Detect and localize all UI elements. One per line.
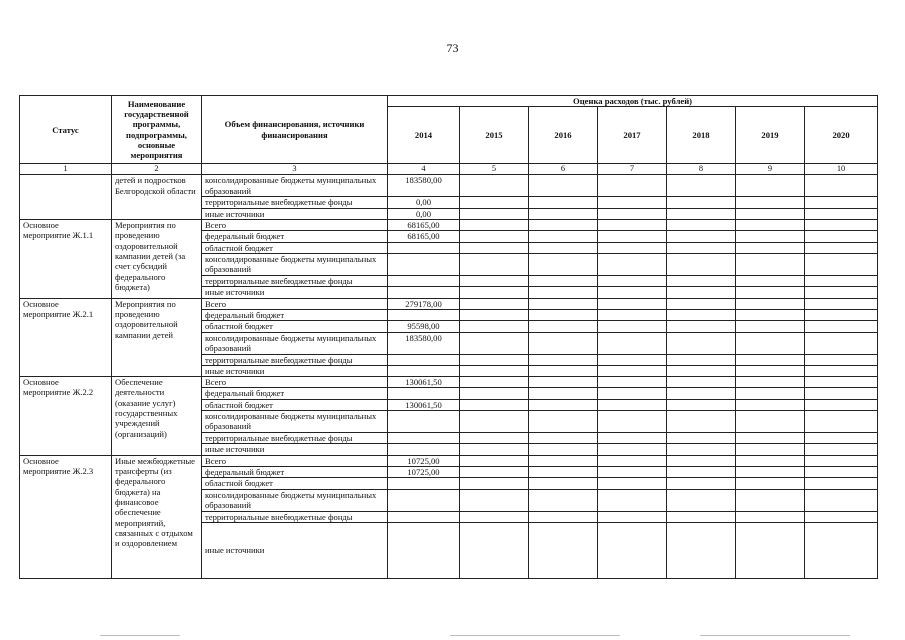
funding-source-cell: территориальные внебюджетные фонды <box>202 433 388 444</box>
funding-source-cell: территориальные внебюджетные фонды <box>202 354 388 365</box>
funding-source-cell: территориальные внебюджетные фонды <box>202 197 388 208</box>
funding-source-cell: иные источники <box>202 365 388 376</box>
funding-source-cell: консолидированные бюджеты муниципальных образований <box>202 175 388 197</box>
amount-empty-cell <box>736 275 805 286</box>
amount-empty-cell <box>598 242 667 253</box>
amount-empty-cell <box>598 332 667 354</box>
program-name-cell: Мероприятия по проведению оздоровительной кампании детей <box>112 298 202 377</box>
amount-empty-cell <box>667 455 736 466</box>
amount-2014-cell <box>388 411 460 433</box>
amount-empty-cell <box>529 231 598 242</box>
budget-table <box>19 95 878 579</box>
status-cell <box>20 175 112 220</box>
amount-empty-cell <box>667 253 736 275</box>
header-year: 2015 <box>460 107 529 164</box>
amount-2014-cell: 68165,00 <box>388 220 460 231</box>
funding-source-cell: иные источники <box>202 208 388 219</box>
amount-2014-cell <box>388 275 460 286</box>
amount-2014-cell: 68165,00 <box>388 231 460 242</box>
amount-2014-cell <box>388 242 460 253</box>
amount-empty-cell <box>805 411 878 433</box>
amount-2014-cell <box>388 309 460 320</box>
amount-empty-cell <box>805 522 878 578</box>
header-estimate: Оценка расходов (тыс. рублей) <box>388 96 878 107</box>
amount-empty-cell <box>460 411 529 433</box>
table-row <box>20 220 878 231</box>
amount-empty-cell <box>805 444 878 455</box>
funding-source-cell: федеральный бюджет <box>202 467 388 478</box>
amount-2014-cell <box>388 354 460 365</box>
amount-2014-cell: 279178,00 <box>388 298 460 309</box>
amount-empty-cell <box>805 511 878 522</box>
amount-empty-cell <box>529 220 598 231</box>
status-cell: Основное мероприятие Ж.2.2 <box>20 377 112 456</box>
amount-empty-cell <box>736 175 805 197</box>
amount-empty-cell <box>460 388 529 399</box>
column-number: 1 <box>20 164 112 175</box>
amount-empty-cell <box>805 489 878 511</box>
amount-empty-cell <box>736 365 805 376</box>
status-cell: Основное мероприятие Ж.2.3 <box>20 455 112 578</box>
amount-empty-cell <box>736 377 805 388</box>
header-year: 2020 <box>805 107 878 164</box>
amount-empty-cell <box>460 478 529 489</box>
status-cell: Основное мероприятие Ж.2.1 <box>20 298 112 377</box>
amount-empty-cell <box>460 354 529 365</box>
table-row <box>20 455 878 466</box>
column-number: 5 <box>460 164 529 175</box>
amount-empty-cell <box>460 467 529 478</box>
amount-empty-cell <box>736 231 805 242</box>
funding-source-cell: консолидированные бюджеты муниципальных образований <box>202 411 388 433</box>
amount-empty-cell <box>460 197 529 208</box>
amount-empty-cell <box>598 455 667 466</box>
amount-empty-cell <box>460 175 529 197</box>
amount-empty-cell <box>529 467 598 478</box>
amount-empty-cell <box>529 287 598 298</box>
amount-empty-cell <box>805 309 878 320</box>
amount-empty-cell <box>736 455 805 466</box>
amount-empty-cell <box>667 511 736 522</box>
amount-empty-cell <box>529 197 598 208</box>
scan-artifact <box>700 635 850 636</box>
amount-empty-cell <box>667 197 736 208</box>
amount-empty-cell <box>598 309 667 320</box>
amount-empty-cell <box>736 522 805 578</box>
amount-empty-cell <box>805 354 878 365</box>
amount-empty-cell <box>460 321 529 332</box>
header-year: 2018 <box>667 107 736 164</box>
amount-empty-cell <box>736 467 805 478</box>
amount-2014-cell: 0,00 <box>388 208 460 219</box>
amount-empty-cell <box>667 489 736 511</box>
amount-empty-cell <box>529 433 598 444</box>
amount-empty-cell <box>598 208 667 219</box>
amount-empty-cell <box>667 208 736 219</box>
header-year: 2019 <box>736 107 805 164</box>
table-row <box>20 298 878 309</box>
amount-empty-cell <box>460 287 529 298</box>
amount-empty-cell <box>529 388 598 399</box>
funding-source-cell: федеральный бюджет <box>202 388 388 399</box>
amount-empty-cell <box>529 208 598 219</box>
amount-empty-cell <box>667 388 736 399</box>
amount-empty-cell <box>667 365 736 376</box>
column-number: 10 <box>805 164 878 175</box>
funding-source-cell: областной бюджет <box>202 399 388 410</box>
amount-empty-cell <box>667 522 736 578</box>
amount-empty-cell <box>736 220 805 231</box>
program-name-cell: Обеспечение деятельности (оказание услуг) государственных учреждений (организаций) <box>112 377 202 456</box>
amount-empty-cell <box>805 175 878 197</box>
amount-empty-cell <box>460 275 529 286</box>
amount-empty-cell <box>805 231 878 242</box>
amount-empty-cell <box>667 175 736 197</box>
amount-empty-cell <box>598 253 667 275</box>
amount-empty-cell <box>805 455 878 466</box>
amount-2014-cell <box>388 253 460 275</box>
amount-empty-cell <box>805 197 878 208</box>
amount-2014-cell <box>388 489 460 511</box>
header-year: 2016 <box>529 107 598 164</box>
funding-source-cell: Всего <box>202 298 388 309</box>
amount-empty-cell <box>529 253 598 275</box>
amount-empty-cell <box>667 287 736 298</box>
table-row <box>20 175 878 197</box>
amount-empty-cell <box>736 242 805 253</box>
amount-empty-cell <box>598 197 667 208</box>
column-number: 9 <box>736 164 805 175</box>
header-year: 2014 <box>388 107 460 164</box>
amount-empty-cell <box>667 354 736 365</box>
amount-empty-cell <box>460 377 529 388</box>
amount-empty-cell <box>460 253 529 275</box>
amount-empty-cell <box>598 220 667 231</box>
amount-empty-cell <box>598 399 667 410</box>
amount-empty-cell <box>529 242 598 253</box>
funding-source-cell: иные источники <box>202 444 388 455</box>
amount-empty-cell <box>736 388 805 399</box>
amount-empty-cell <box>460 208 529 219</box>
amount-empty-cell <box>529 399 598 410</box>
amount-empty-cell <box>805 467 878 478</box>
amount-2014-cell: 0,00 <box>388 197 460 208</box>
amount-empty-cell <box>460 433 529 444</box>
amount-empty-cell <box>529 489 598 511</box>
amount-empty-cell <box>529 455 598 466</box>
amount-empty-cell <box>460 455 529 466</box>
funding-source-cell: консолидированные бюджеты муниципальных образований <box>202 253 388 275</box>
amount-empty-cell <box>667 309 736 320</box>
amount-empty-cell <box>529 298 598 309</box>
amount-empty-cell <box>460 522 529 578</box>
program-name-cell: Иные межбюджетные трансферты (из федерального бюджета) на финансовое обеспечение мероприятий, связанных с отдыхом и оздоровлением <box>112 455 202 578</box>
amount-empty-cell <box>460 444 529 455</box>
amount-empty-cell <box>529 478 598 489</box>
funding-source-cell: федеральный бюджет <box>202 309 388 320</box>
amount-empty-cell <box>460 511 529 522</box>
table-row <box>20 377 878 388</box>
amount-empty-cell <box>805 242 878 253</box>
amount-2014-cell <box>388 388 460 399</box>
amount-2014-cell: 130061,50 <box>388 399 460 410</box>
scan-artifact <box>100 635 180 636</box>
funding-source-cell: Всего <box>202 455 388 466</box>
amount-empty-cell <box>598 489 667 511</box>
amount-2014-cell: 130061,50 <box>388 377 460 388</box>
amount-empty-cell <box>460 231 529 242</box>
amount-empty-cell <box>667 321 736 332</box>
column-number: 7 <box>598 164 667 175</box>
amount-empty-cell <box>736 444 805 455</box>
budget-body <box>20 175 878 579</box>
amount-2014-cell: 95598,00 <box>388 321 460 332</box>
funding-source-cell: областной бюджет <box>202 242 388 253</box>
funding-source-cell: областной бюджет <box>202 321 388 332</box>
amount-empty-cell <box>529 522 598 578</box>
column-number: 6 <box>529 164 598 175</box>
amount-empty-cell <box>667 399 736 410</box>
header-status: Статус <box>20 96 112 164</box>
amount-2014-cell: 10725,00 <box>388 455 460 466</box>
amount-empty-cell <box>736 197 805 208</box>
amount-empty-cell <box>598 287 667 298</box>
funding-source-cell: иные источники <box>202 522 388 578</box>
amount-empty-cell <box>529 275 598 286</box>
amount-empty-cell <box>736 321 805 332</box>
amount-empty-cell <box>598 444 667 455</box>
amount-empty-cell <box>805 388 878 399</box>
amount-empty-cell <box>460 309 529 320</box>
amount-2014-cell <box>388 287 460 298</box>
funding-source-cell: Всего <box>202 377 388 388</box>
amount-empty-cell <box>598 298 667 309</box>
amount-empty-cell <box>598 321 667 332</box>
amount-empty-cell <box>598 377 667 388</box>
amount-empty-cell <box>736 354 805 365</box>
amount-empty-cell <box>736 489 805 511</box>
amount-empty-cell <box>598 231 667 242</box>
amount-empty-cell <box>460 332 529 354</box>
amount-empty-cell <box>667 411 736 433</box>
amount-empty-cell <box>460 365 529 376</box>
amount-empty-cell <box>736 208 805 219</box>
amount-empty-cell <box>598 433 667 444</box>
amount-empty-cell <box>598 478 667 489</box>
amount-empty-cell <box>460 220 529 231</box>
amount-empty-cell <box>529 511 598 522</box>
amount-empty-cell <box>805 332 878 354</box>
amount-empty-cell <box>529 411 598 433</box>
amount-empty-cell <box>529 444 598 455</box>
header-name: Наименование государственной программы, подпрограммы, основные мероприятия <box>112 96 202 164</box>
amount-empty-cell <box>460 242 529 253</box>
amount-empty-cell <box>805 377 878 388</box>
amount-empty-cell <box>460 298 529 309</box>
column-number: 3 <box>202 164 388 175</box>
amount-2014-cell <box>388 365 460 376</box>
amount-empty-cell <box>529 175 598 197</box>
amount-empty-cell <box>736 332 805 354</box>
amount-empty-cell <box>529 365 598 376</box>
amount-empty-cell <box>667 332 736 354</box>
amount-empty-cell <box>736 411 805 433</box>
amount-empty-cell <box>667 298 736 309</box>
amount-empty-cell <box>529 354 598 365</box>
amount-2014-cell: 183580,00 <box>388 175 460 197</box>
amount-2014-cell <box>388 511 460 522</box>
amount-empty-cell <box>667 242 736 253</box>
amount-empty-cell <box>667 275 736 286</box>
funding-source-cell: консолидированные бюджеты муниципальных образований <box>202 489 388 511</box>
amount-empty-cell <box>805 253 878 275</box>
amount-empty-cell <box>598 411 667 433</box>
amount-empty-cell <box>736 478 805 489</box>
header-volume: Объем финансирования, источники финансирования <box>202 96 388 164</box>
amount-empty-cell <box>598 365 667 376</box>
column-number-row <box>20 164 878 175</box>
amount-empty-cell <box>598 354 667 365</box>
column-number: 4 <box>388 164 460 175</box>
scan-artifact <box>450 635 620 636</box>
amount-empty-cell <box>598 388 667 399</box>
amount-empty-cell <box>736 433 805 444</box>
amount-empty-cell <box>667 231 736 242</box>
amount-2014-cell <box>388 433 460 444</box>
amount-empty-cell <box>805 433 878 444</box>
program-name-cell: детей и подростков Белгородской области <box>112 175 202 220</box>
amount-empty-cell <box>736 287 805 298</box>
amount-empty-cell <box>805 287 878 298</box>
amount-empty-cell <box>736 298 805 309</box>
amount-empty-cell <box>598 467 667 478</box>
amount-empty-cell <box>736 253 805 275</box>
funding-source-cell: иные источники <box>202 287 388 298</box>
amount-empty-cell <box>529 377 598 388</box>
column-number: 2 <box>112 164 202 175</box>
amount-empty-cell <box>667 220 736 231</box>
amount-empty-cell <box>805 399 878 410</box>
amount-empty-cell <box>736 309 805 320</box>
amount-empty-cell <box>805 208 878 219</box>
page-number: 73 <box>446 41 459 55</box>
amount-2014-cell <box>388 522 460 578</box>
amount-empty-cell <box>805 478 878 489</box>
amount-empty-cell <box>667 478 736 489</box>
amount-2014-cell: 10725,00 <box>388 467 460 478</box>
amount-empty-cell <box>805 220 878 231</box>
funding-source-cell: консолидированные бюджеты муниципальных образований <box>202 332 388 354</box>
funding-source-cell: территориальные внебюджетные фонды <box>202 275 388 286</box>
amount-empty-cell <box>598 522 667 578</box>
amount-empty-cell <box>736 511 805 522</box>
amount-empty-cell <box>667 377 736 388</box>
amount-empty-cell <box>598 511 667 522</box>
amount-empty-cell <box>529 309 598 320</box>
amount-empty-cell <box>805 365 878 376</box>
header-year: 2017 <box>598 107 667 164</box>
amount-empty-cell <box>805 321 878 332</box>
amount-empty-cell <box>805 275 878 286</box>
amount-empty-cell <box>598 275 667 286</box>
status-cell: Основное мероприятие Ж.1.1 <box>20 220 112 299</box>
amount-empty-cell <box>736 399 805 410</box>
column-number: 8 <box>667 164 736 175</box>
amount-2014-cell <box>388 478 460 489</box>
amount-empty-cell <box>529 332 598 354</box>
amount-2014-cell: 183580,00 <box>388 332 460 354</box>
amount-empty-cell <box>460 489 529 511</box>
funding-source-cell: Всего <box>202 220 388 231</box>
funding-source-cell: федеральный бюджет <box>202 231 388 242</box>
program-name-cell: Мероприятия по проведению оздоровительной кампании детей (за счет субсидий федерального бюджета) <box>112 220 202 299</box>
amount-empty-cell <box>667 433 736 444</box>
amount-empty-cell <box>460 399 529 410</box>
amount-empty-cell <box>529 321 598 332</box>
amount-empty-cell <box>667 444 736 455</box>
amount-empty-cell <box>598 175 667 197</box>
funding-source-cell: областной бюджет <box>202 478 388 489</box>
funding-source-cell: территориальные внебюджетные фонды <box>202 511 388 522</box>
amount-empty-cell <box>805 298 878 309</box>
amount-empty-cell <box>667 467 736 478</box>
amount-2014-cell <box>388 444 460 455</box>
